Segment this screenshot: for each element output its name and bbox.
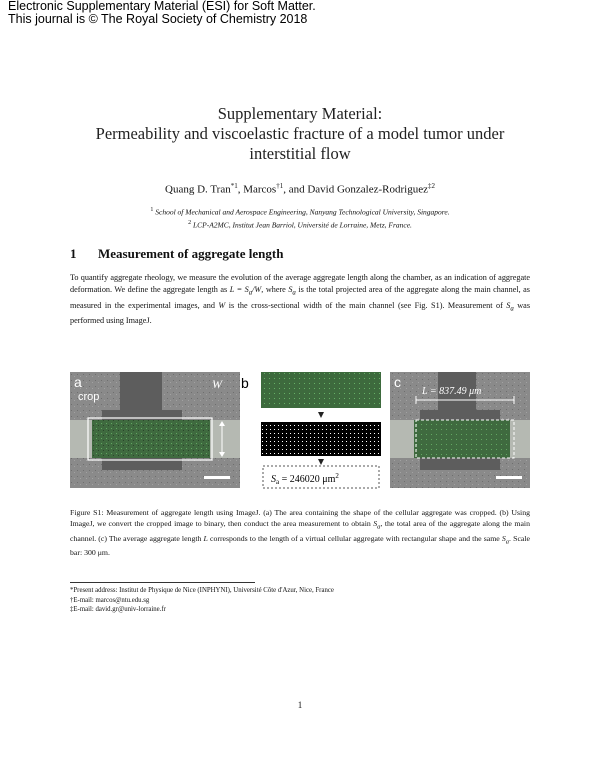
author-list [0,182,600,196]
caption-symbol-s-sub: a [377,523,381,531]
affiliation-1-number: 1 [150,207,154,213]
caption-symbol-s-sub: a [505,538,510,546]
panel-c-image [390,372,530,488]
footnote-rule [70,582,255,583]
w-label: W [212,377,222,391]
author-1-mark: *1 [230,182,238,190]
figure-panel-c [390,372,530,488]
para-text: is the total projected area of the aggregate along the main channel, as measured in the experimental images, and [70,285,530,310]
footnote-2: †E-mail: marcos@ntu.edu.sg [70,596,150,604]
down-arrow-1 [318,412,324,418]
panel-c-label: c [394,374,401,390]
binary-image [261,422,381,456]
scale-bar [204,476,230,479]
journal-header [8,0,316,26]
affiliation-1-text: School of Mechanical and Aerospace Engineering, Nanyang Technological University, Singapore. [155,207,450,217]
title-line1: Supplementary Material: [217,104,383,123]
author-1: Quang D. Tran [165,183,231,196]
section-title: Measurement of aggregate length [98,246,284,261]
author-3-mark: ‡2 [428,182,435,190]
caption-symbol-l: L [203,533,208,543]
equation-tail: /W [252,285,262,294]
author-sep: , and [283,183,308,196]
title-line2: Permeability and viscoelastic fracture of a model tumor under [95,124,505,143]
journal-header-line1: Electronic Supplementary Material (ESI) for Soft Matter. [8,0,316,13]
scale-bar [496,476,522,479]
figure-panel-a [70,372,240,488]
page-number: 1 [297,700,303,710]
panel-a-label: a [74,374,82,390]
para-text: , where [261,285,289,294]
para-text: is the cross-sectional width of the main channel (see Fig. S1). Measurement of [225,300,507,310]
panel-b-image [241,372,383,488]
affiliations [0,205,600,230]
footnote-3: ‡E-mail: david.gr@univ-lorraine.fr [70,606,166,613]
area-sup: 2 [335,472,339,480]
title-line3: interstitial flow [249,144,351,163]
caption-text: , the total area of the aggregate along the main channel. (c) The average aggregate length [70,519,530,543]
caption-text: . Scale bar: 300 μm. [70,533,530,558]
affiliation-2-text: LCP-A2MC, Institut Jean Barriol, Université de Lorraine, Metz, France. [192,220,412,229]
para-text: was performed using ImageJ. [70,300,531,326]
caption-text: Figure S1: Measurement of aggregate length using ImageJ. (a) The area containing the shape of the cellular aggregate was cropped. (b) Using ImageJ, we convert the cropped image to binary, then conduct the area measurement to obtain [70,508,530,528]
down-arrow-2 [318,459,324,465]
caption-symbol-s: S [373,519,378,528]
footnote-1: *Present address: Institut de Physique de Nice (INPHYNI), Université Côte d'Azur, Nice, France [70,587,334,594]
section-number: 1 [70,246,77,261]
caption-text: corresponds to the length of a virtual cellular aggregate with rectangular shape and the same [207,533,502,543]
footnotes [70,586,334,615]
para-text: To quantify aggregate rheology, we measure the evolution of the average aggregate length along the chamber, as an indication of aggregate deformation. We define the aggregate length as [70,273,530,294]
author-2: Marcos [243,183,277,196]
section-heading [70,246,283,262]
author-sep: , [237,183,244,196]
figure-caption [70,507,530,558]
equation-sub: a [248,289,253,297]
symbol-s-sub: a [292,289,296,297]
paper-title [0,104,600,164]
symbol-s: S [506,300,511,310]
symbol-w: W [218,300,226,310]
caption-symbol-s: S [501,533,506,543]
area-sub: a [276,478,280,486]
author-2-mark: †1 [276,182,284,190]
panel-a-image [70,372,240,488]
figure-panel-b [241,372,383,488]
equation: L = S [229,285,249,294]
journal-header-line2: This journal is © The Royal Society of Chemistry 2018 [8,12,308,26]
author-3: David Gonzalez-Rodriguez [307,183,428,196]
crop-label: crop [78,391,100,403]
body-paragraph [70,272,530,327]
affiliation-2-number: 2 [188,219,192,226]
affiliation-2 [0,218,600,231]
panel-b-label: b [241,375,249,391]
area-label [271,472,339,486]
length-label: L = 837.49 μm [422,386,482,397]
area-symbol: S [271,474,276,485]
area-value: = 246020 μm [279,474,336,485]
affiliation-1 [0,205,600,218]
symbol-s: S [288,285,293,294]
symbol-s-sub: a [510,305,514,313]
